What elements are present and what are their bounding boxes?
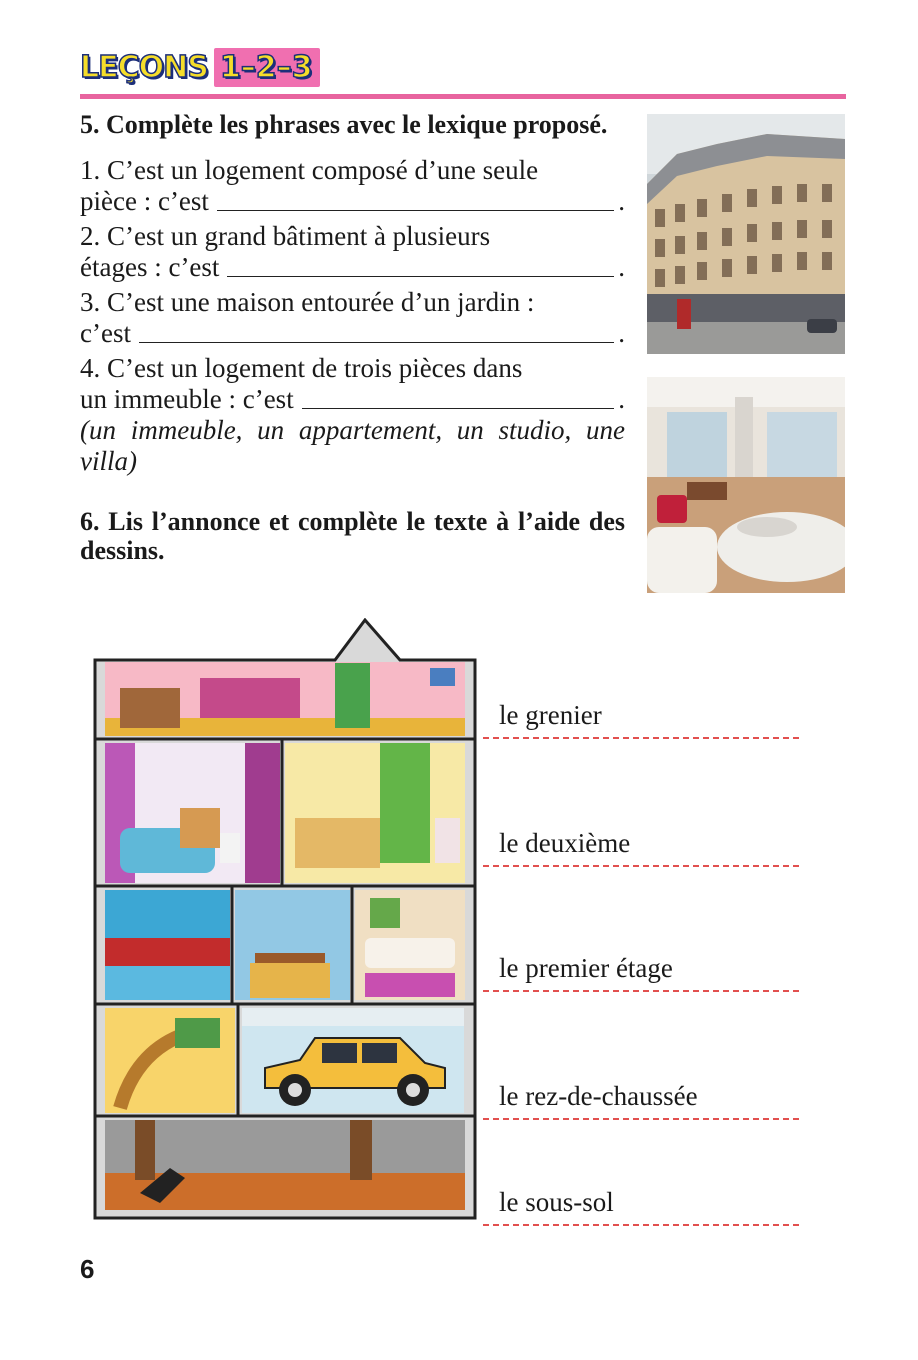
lexique-list: (un immeuble, un appartement, un studio, une villa) (80, 415, 625, 476)
exercise5-item-1: 1. C’est un logement composé d’une seule pièce : c’est . (80, 155, 625, 216)
answer-blank[interactable] (139, 341, 614, 343)
lecons-title: LEÇONS (80, 49, 208, 85)
answer-blank[interactable] (217, 209, 614, 211)
house-illustration (80, 618, 480, 1228)
floor-label-sous-sol: le sous-sol (483, 1187, 799, 1226)
page-number: 6 (80, 1254, 95, 1284)
exercise5-item-2: 2. C’est un grand bâtiment à plusieurs étages : c’est . (80, 221, 625, 282)
header-divider (80, 94, 846, 99)
answer-blank[interactable] (227, 275, 614, 277)
floor-label-rez-de-chaussee: le rez-de-chaussée (483, 1081, 799, 1120)
building-photo (647, 114, 845, 354)
answer-blank[interactable] (302, 407, 615, 409)
lesson-numbers-badge: 1–2–3 (214, 48, 321, 87)
floor-label-premier-etage: le premier étage (483, 953, 799, 992)
exercise6-heading: 6. Lis l’annonce et complète le texte à l’aide des dessins. (80, 507, 625, 565)
exercise5-item-4: 4. C’est un logement de trois pièces dans un immeuble : c’est . (80, 353, 625, 414)
exercise-text-column (80, 110, 625, 565)
lesson-header (80, 44, 320, 90)
exercise5-heading: 5. Complète les phrases avec le lexique proposé. (80, 110, 608, 139)
floor-label-deuxieme: le deuxième (483, 828, 799, 867)
exercise5-item-3: 3. C’est une maison entourée d’un jardin : c’est . (80, 287, 625, 348)
floor-label-grenier: le grenier (483, 700, 799, 739)
living-room-photo (647, 377, 845, 593)
